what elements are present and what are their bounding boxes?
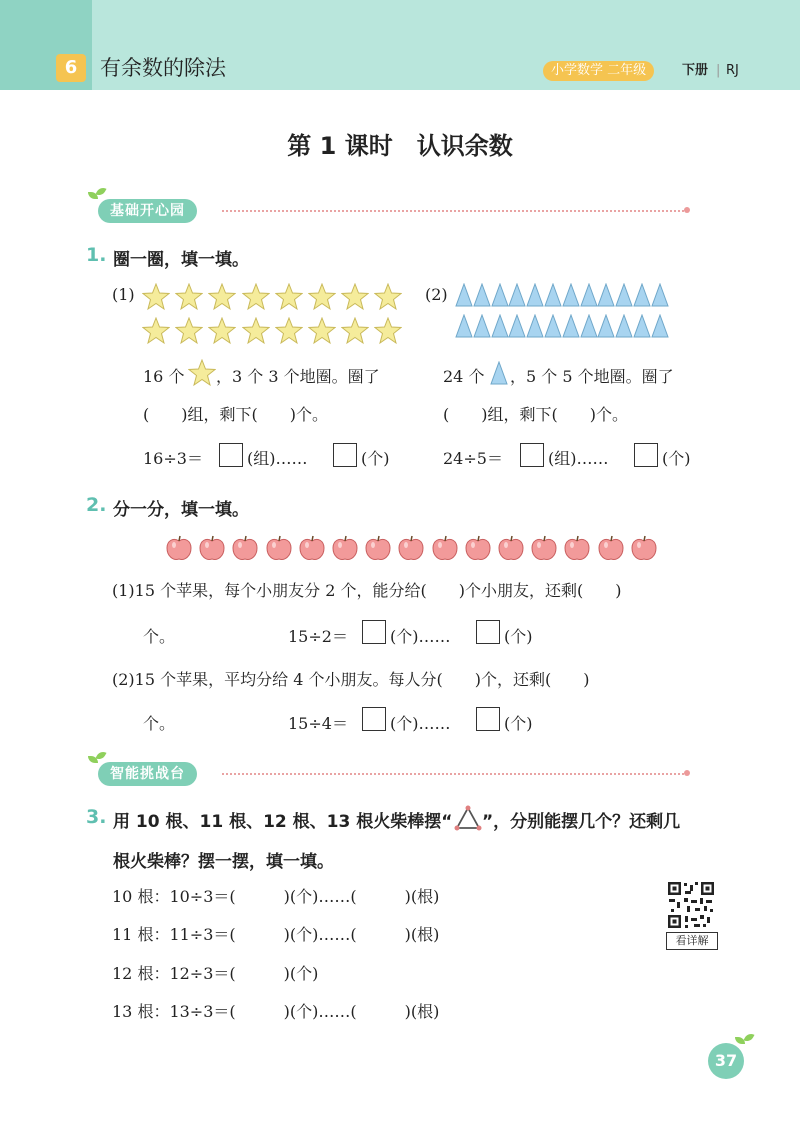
triangle-icon <box>651 314 669 338</box>
triangle-icon <box>508 314 526 338</box>
grade-badge: 小学数学 二年级 <box>543 61 654 81</box>
apple-icon <box>630 534 658 562</box>
book-edition: RJ <box>726 63 739 78</box>
triangle-icon <box>473 314 491 338</box>
q2-p2-equation: 15÷4＝ <box>288 714 348 733</box>
apple-icon <box>198 534 226 562</box>
star-icon <box>142 283 170 311</box>
triangle-icon <box>455 283 473 307</box>
sub-question-label: (1) <box>112 285 135 304</box>
triangle-icon <box>633 314 651 338</box>
q1-p2-line1b: ，5 个 5 个地圈。圈了 <box>510 367 674 386</box>
q1-p1-line1b: ，3 个 3 个地圈。圈了 <box>216 367 380 386</box>
apple-icon <box>165 534 193 562</box>
star-icon <box>275 317 303 345</box>
triangle-icon <box>526 314 544 338</box>
q3-text-line1b: ”，分别能摆几个？还剩几 <box>482 812 681 832</box>
star-icon <box>242 317 270 345</box>
q3-row: 13 根：13÷3＝( )(个)……( )(根) <box>112 1002 440 1021</box>
star-icon <box>188 359 216 387</box>
q1-p2-line2: ( )组，剩下( )个。 <box>443 405 628 424</box>
q1-p2-line1a: 24 个 <box>443 367 485 386</box>
triangle-icon <box>562 283 580 307</box>
sub-question-label: (2) <box>425 285 448 304</box>
star-icon <box>208 317 236 345</box>
q1-p1-line2: ( )组，剩下( )个。 <box>143 405 328 424</box>
question-number: 1. <box>86 244 107 266</box>
triangle-icon <box>508 283 526 307</box>
answer-box[interactable] <box>476 707 500 731</box>
star-icon <box>341 283 369 311</box>
star-icon <box>341 317 369 345</box>
answer-box[interactable] <box>634 443 658 467</box>
apple-icon <box>464 534 492 562</box>
star-icon <box>308 283 336 311</box>
star-icon <box>242 283 270 311</box>
header-separator: | <box>716 63 721 78</box>
apple-icon <box>431 534 459 562</box>
answer-box[interactable] <box>333 443 357 467</box>
q2-p1-line2: 个。 <box>143 627 176 646</box>
triangle-icon <box>491 314 509 338</box>
chapter-title: 有余数的除法 <box>100 56 226 80</box>
q2-p2-line1: (2)15 个苹果，平均分给 4 个小朋友。每人分( )个，还剩( ) <box>112 670 590 689</box>
divider-end-dot <box>684 207 690 213</box>
q1-p1-unit1: (组)…… <box>247 449 308 468</box>
stars-group <box>142 283 412 347</box>
section-divider <box>222 210 684 212</box>
matchstick-triangle-icon <box>454 805 482 831</box>
q1-p1-unit2: (个) <box>361 449 390 468</box>
triangle-icon <box>615 314 633 338</box>
star-icon <box>175 283 203 311</box>
q3-row: 12 根：12÷3＝( )(个) <box>112 964 319 983</box>
triangle-icon <box>490 361 508 385</box>
triangle-icon <box>526 283 544 307</box>
apples-group <box>165 534 665 564</box>
q1-p2-unit2: (个) <box>662 449 691 468</box>
question-text: 分一分，填一填。 <box>113 500 249 520</box>
star-icon <box>275 283 303 311</box>
q1-p2-equation: 24÷5＝ <box>443 449 503 468</box>
star-icon <box>374 317 402 345</box>
answer-box[interactable] <box>476 620 500 644</box>
apple-icon <box>497 534 525 562</box>
book-volume: 下册 <box>682 63 709 78</box>
q3-row: 10 根：10÷3＝( )(个)……( )(根) <box>112 887 440 906</box>
q2-p2-unit2: (个) <box>504 714 533 733</box>
triangle-icon <box>651 283 669 307</box>
star-icon <box>308 317 336 345</box>
chapter-number: 6 <box>56 54 86 82</box>
apple-icon <box>364 534 392 562</box>
apple-icon <box>530 534 558 562</box>
triangle-icon <box>562 314 580 338</box>
question-number: 2. <box>86 494 107 516</box>
apple-icon <box>563 534 591 562</box>
section-badge-challenge: 智能挑战台 <box>98 762 197 786</box>
qr-code-icon[interactable] <box>667 881 715 929</box>
triangle-icon <box>544 314 562 338</box>
section-badge-basic: 基础开心园 <box>98 199 197 223</box>
answer-box[interactable] <box>362 707 386 731</box>
triangle-icon <box>597 314 615 338</box>
triangle-icon <box>544 283 562 307</box>
section-divider <box>222 773 684 775</box>
triangle-icon <box>473 283 491 307</box>
answer-box[interactable] <box>362 620 386 644</box>
star-icon <box>175 317 203 345</box>
question-number: 3. <box>86 806 107 828</box>
q1-p2-unit1: (组)…… <box>548 449 609 468</box>
q2-p1-line1: (1)15 个苹果，每个小朋友分 2 个，能分给( )个小朋友，还剩( ) <box>112 581 622 600</box>
triangle-icon <box>580 283 598 307</box>
star-icon <box>208 283 236 311</box>
q3-text-line1a: 用 10 根、11 根、12 根、13 根火柴棒摆“ <box>113 812 453 832</box>
q2-p1-unit1: (个)…… <box>390 627 451 646</box>
apple-icon <box>265 534 293 562</box>
apple-icon <box>397 534 425 562</box>
q1-p1-line1a: 16 个 <box>143 367 185 386</box>
star-icon <box>374 283 402 311</box>
page-title: 第 1 课时 认识余数 <box>287 132 513 160</box>
q2-p2-unit1: (个)…… <box>390 714 451 733</box>
q2-p1-unit2: (个) <box>504 627 533 646</box>
q2-p2-line2: 个。 <box>143 714 176 733</box>
q2-p1-equation: 15÷2＝ <box>288 627 348 646</box>
page-number: 37 <box>708 1043 744 1079</box>
leaf-icon <box>743 1031 754 1043</box>
answer-box[interactable] <box>520 443 544 467</box>
triangle-icon <box>491 283 509 307</box>
q1-p1-equation: 16÷3＝ <box>143 449 203 468</box>
apple-icon <box>597 534 625 562</box>
q3-row: 11 根：11÷3＝( )(个)……( )(根) <box>112 925 440 944</box>
triangle-icon <box>597 283 615 307</box>
star-icon <box>142 317 170 345</box>
triangle-icon <box>455 314 473 338</box>
answer-box[interactable] <box>219 443 243 467</box>
q3-text-line2: 根火柴棒？摆一摆，填一填。 <box>113 852 334 872</box>
triangle-icon <box>580 314 598 338</box>
divider-end-dot <box>684 770 690 776</box>
triangle-icon <box>633 283 651 307</box>
apple-icon <box>298 534 326 562</box>
triangles-group <box>455 283 675 341</box>
question-text: 圈一圈，填一填。 <box>113 250 249 270</box>
triangle-icon <box>615 283 633 307</box>
apple-icon <box>231 534 259 562</box>
qr-code-label[interactable]: 看详解 <box>666 932 718 950</box>
apple-icon <box>331 534 359 562</box>
